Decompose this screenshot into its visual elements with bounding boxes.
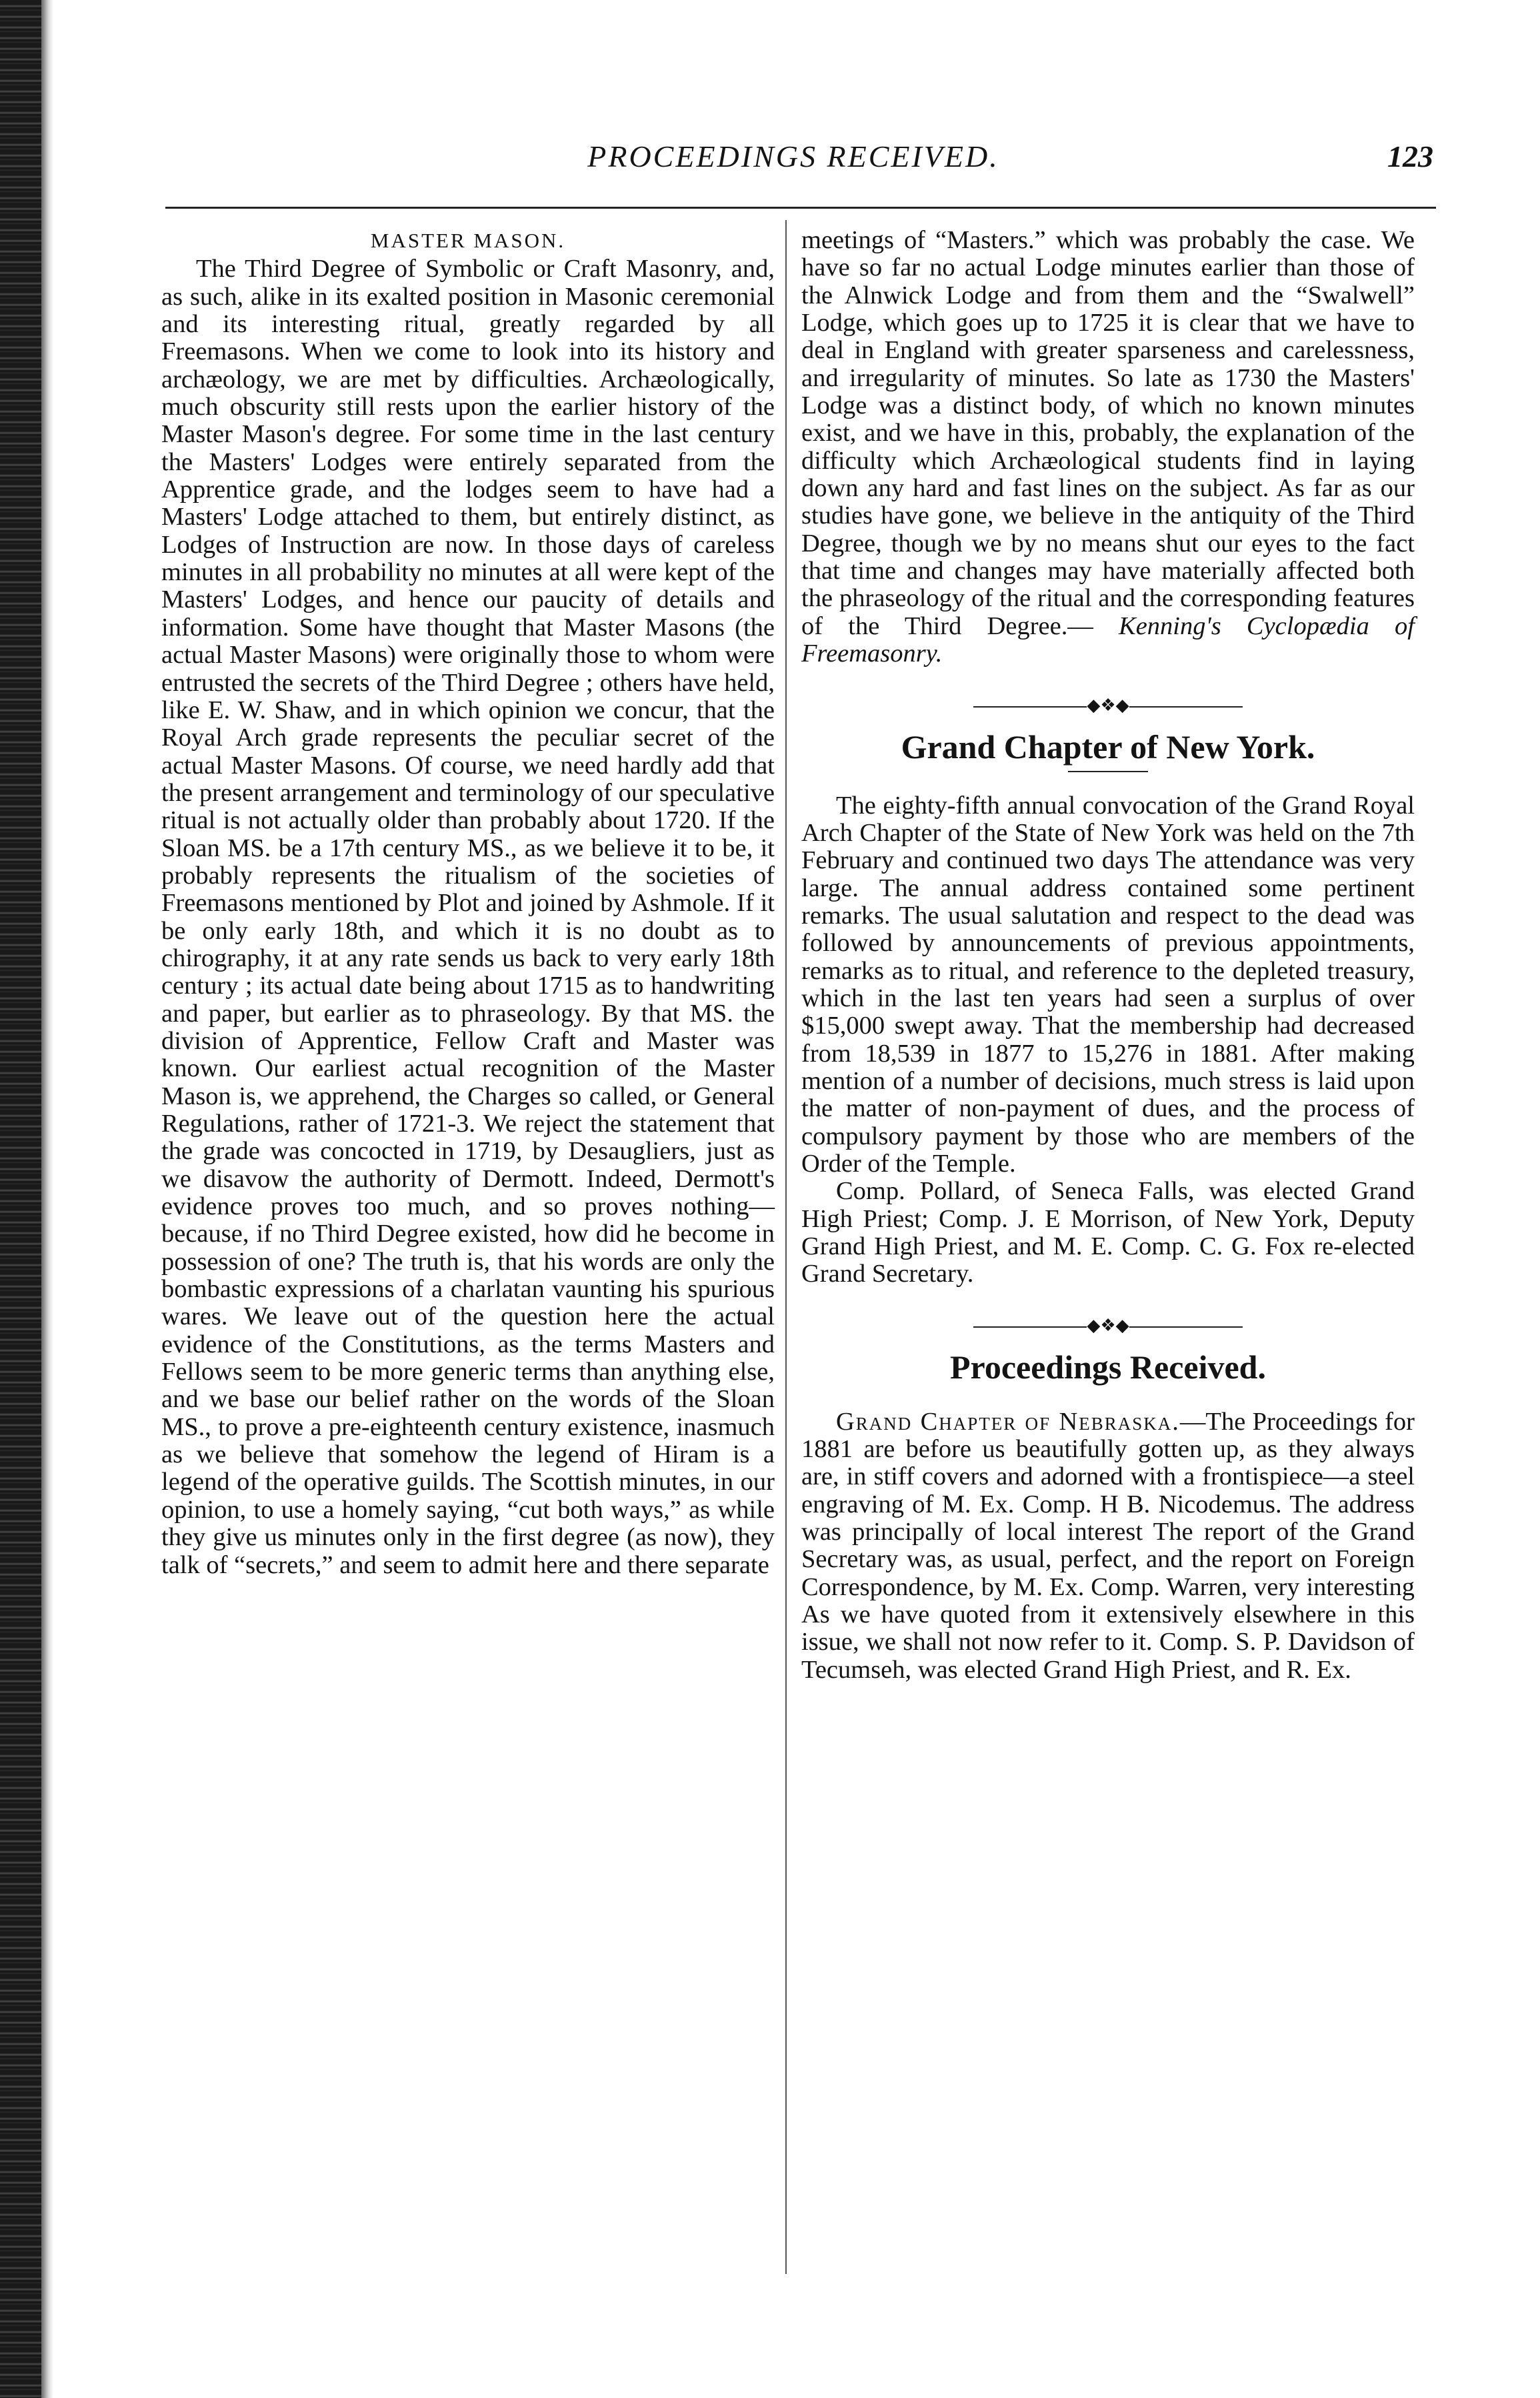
- heading-grand-chapter-new-york: Grand Chapter of New York.: [901, 728, 1315, 766]
- section-ornament: ◆❖◆: [801, 686, 1415, 726]
- proceedings-body: —The Proceedings for 1881 are before us beautifully gotten up, as they always are, in stiff covers and adorned with a frontispiece—a steel engraving of M. Ex. Comp. H B. Nicodemus. The address was principally of local interest The report of the Grand Secretary was, as usual, perfect, and the report on Foreign Correspondence, by M. Ex. Comp. Warren, very interesting As we have quoted from it extensively elsewhere in this issue, we shall not now refer to it. Comp. S. P. Davidson of Tecumseh, was elected Grand High Priest, and R. Ex.: [801, 1407, 1415, 1684]
- article-continuation-text: [801, 227, 1415, 668]
- grand-chapter-paragraph-1: The eighty-fifth annual convocation of the Grand Royal Arch Chapter of the State of New York was held on the 7th February and continued two days The attendance was very large. The annual address contained some pertinent remarks. The usual salutation and respect to the dead was followed by announcements of previous appointments, remarks as to ritual, and reference to the depleted treasury, which in the last ten years had seen a surplus of over $15,000 swept away. That the membership had decreased from 18,539 in 1877 to 15,276 in 1881. After making mention of a number of decisions, much stress is laid upon the matter of non-payment of dues, and the process of compulsory payment by those who are members of the Order of the Temple.: [801, 791, 1415, 1178]
- page-number: 123: [1387, 139, 1433, 173]
- heading-proceedings-received: Proceedings Received.: [950, 1348, 1266, 1386]
- article-master-mason-body: The Third Degree of Symbolic or Craft Masonry, and, as such, alike in its exalted position in Masonic ceremonial and its interesting ritual, greatly regarded by all Freemasons. When we come to look into its history and archæology, we are met by difficulties. Archæologically, much obscurity still rests upon the earlier history of the Master Mason's degree. For some time in the last century the Masters' Lodges were entirely separated from the Apprentice grade, and the lodges seem to have had a Masters' Lodge attached to them, but entirely distinct, as Lodges of Instruction are now. In those days of careless minutes in all probability no minutes at all were kept of the Masters' Lodges, and hence our paucity of details and information. Some have thought that Master Masons (the actual Master Masons) were originally those to whom were entrusted the secrets of the Third Degree ; others have held, like E. W. Shaw, and in which opinion we concur, that the Royal Arch grade represents the peculiar secret of the actual Master Masons. Of course, we need hardly add that the present arrangement and terminology of our speculative ritual is not actually older than probably about 1720. If the Sloan MS. be a 17th century MS., as we believe it to be, it probably represents the ritualism of the societies of Freemasons mentioned by Plot and joined by Ashmole. If it be only early 18th, and which it is no doubt as to chirography, it at any rate sends us back to very early 18th century ; its actual date being about 1715 as to handwriting and paper, but earlier as to phraseology. By that MS. the division of Apprentice, Fellow Craft and Master was known. Our earliest actual recognition of the Master Mason is, we apprehend, the Charges so called, or General Regulations, rather of 1721-3. We reject the statement that the grade was concocted in 1719, by Desaugliers, just as we disavow the authority of Dermott. Indeed, Dermott's evidence proves too much, and so proves nothing—because, if no Third Degree existed, how did he become in possession of one? The truth is, that his words are only the bombastic expressions of a charlatan vaunting his spurious wares. We leave out of the question here the actual evidence of the Constitutions, as the terms Masters and Fellows seem to be more generic terms than anything else, and we base our belief rather on the words of the Sloan MS., to prove a pre-eighteenth century existence, inasmuch as we believe that somehow the legend of Hiram is a legend of the operative guilds. The Scottish minutes, in our opinion, to use a homely saying, “cut both ways,” as while they give us minutes only in the first degree (as now), they talk of “secrets,” and seem to admit here and there separate: [161, 255, 775, 1579]
- section-ornament-2: ◆❖◆: [801, 1306, 1415, 1346]
- left-column: [161, 227, 775, 1579]
- running-title: PROCEEDINGS RECEIVED.: [587, 139, 999, 173]
- proceedings-lead: Grand Chapter of Nebraska.: [836, 1407, 1180, 1436]
- proceedings-paragraph: [801, 1408, 1415, 1684]
- binding-shadow: [41, 0, 53, 2398]
- book-binding-edge: [0, 0, 41, 2398]
- column-divider: [785, 220, 787, 2274]
- page-header: [153, 139, 1433, 185]
- heading-rule: [1068, 771, 1148, 772]
- header-rule: [165, 207, 1436, 209]
- grand-chapter-paragraph-2: Comp. Pollard, of Seneca Falls, was elected Grand High Priest; Comp. J. E Morrison, of New York, Deputy Grand High Priest, and M. E. Comp. C. G. Fox re-elected Grand Secretary.: [801, 1177, 1415, 1288]
- continuation-body: meetings of “Masters.” which was probably the case. We have so far no actual Lodge minutes earlier than those of the Alnwick Lodge and from them and the “Swalwell” Lodge, which goes up to 1725 it is clear that we have to deal in England with greater sparseness and carelessness, and irregularity of minutes. So late as 1730 the Masters' Lodge was a distinct body, of which no known minutes exist, and we have in this, probably, the explanation of the difficulty which Archæological students find in laying down any hard and fast lines on the subject. As far as our studies have gone, we believe in the antiquity of the Third Degree, though we by no means shut our eyes to the fact that time and changes may have materially affected both the phraseology of the ritual and the corresponding features of the Third Degree.—: [801, 226, 1415, 640]
- source-citation: Kenning's Cyclopædia of Freemasonry.: [801, 612, 1415, 668]
- right-column: [801, 227, 1415, 1684]
- section-subhead-master-mason: MASTER MASON.: [370, 229, 566, 252]
